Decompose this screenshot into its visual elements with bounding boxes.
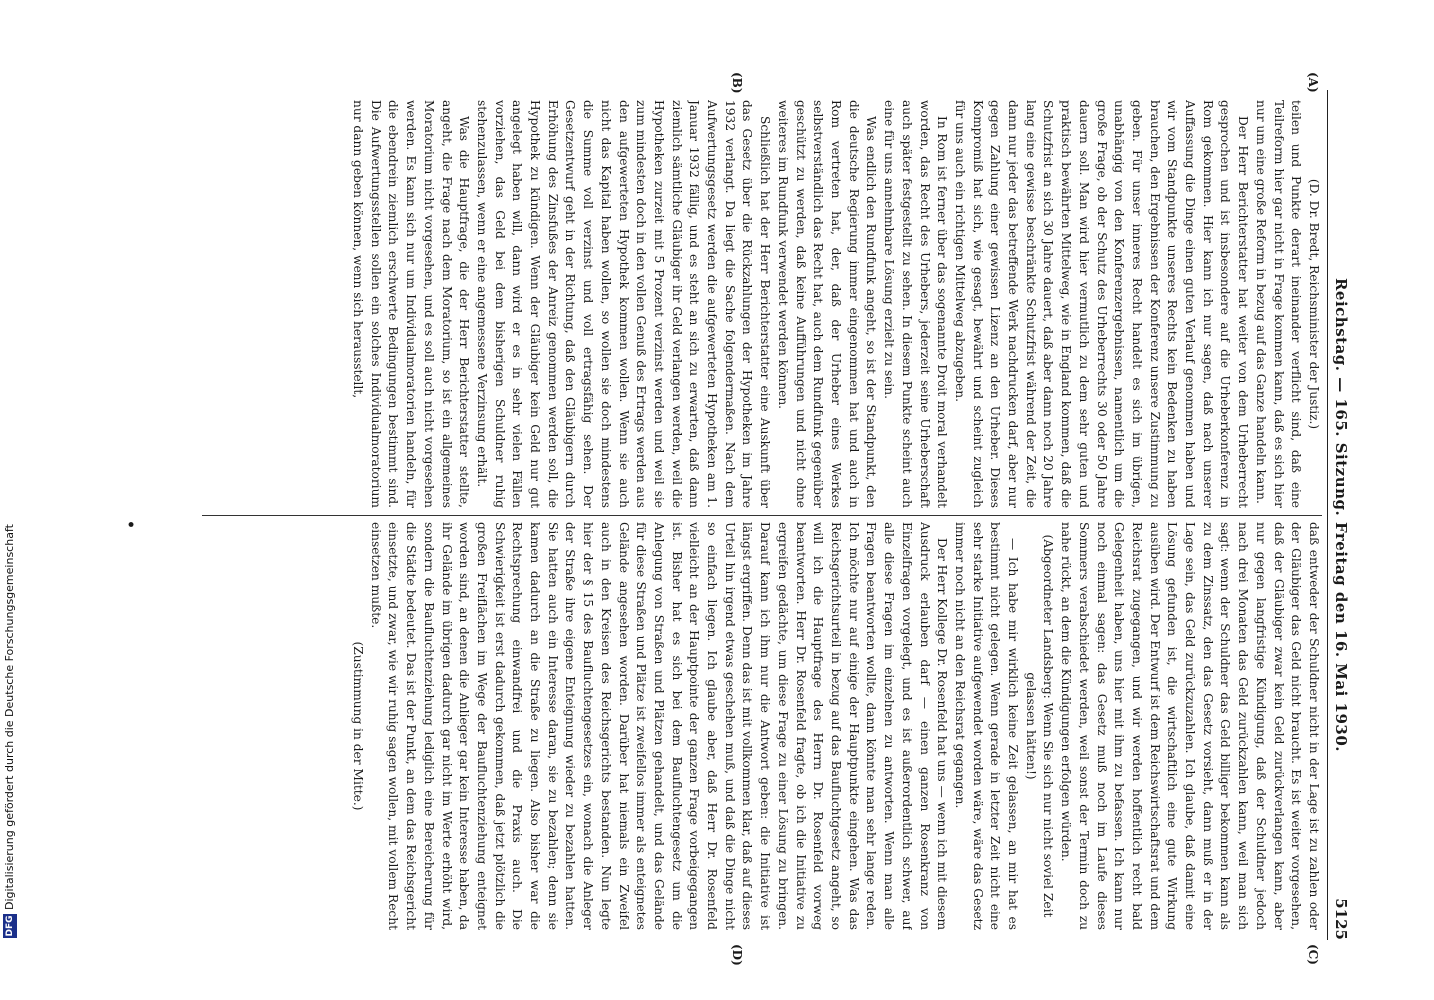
- digitization-credit: [0, 0, 20, 1000]
- paragraph: Der Herr Kollege Dr. Rosenfeld hat uns — wenn ich mit diesem Ausdruck erlauben darf — einen ganzen Rosenkranz von Einzelfragen vorgelegt, und es ist außerordentlich schwer, auf alle diese Fragen im einzelnen zu antworten. Wenn man alle Fragen beantworten wollte, dann könnte man sehr lange reden. Ich möchte nur auf einige der Hauptpunkte eingehen. Was das Reichsgerichtsurteil in bezug auf das Baufluchtgesetz angeht, so will ich die Hauptfrage des Herrn Dr. Rosenfeld vorweg beantworten. Herr Dr. Rosenfeld fragte, ob ich die Initiative zu ergreifen gedächte, um diese Frage zu einer Lösung zu bringen. Darauf kann ich ihm nur die Antwort geben: die Initiative ist längst ergriffen. Denn das ist mit vollkommen klar, daß auf dieses Urteil hin irgend etwas geschehen muß, und daß die Dinge nicht so einfach liegen. Ich glaube aber, daß Herr Dr. Rosenfeld vielleicht an der Hauptpointe der ganzen Frage vorbeigegangen ist. Bisher hat es sich bei dem Baufluchtengesetz um die Anlegung von Straßen und Plätzen gehandelt, und das Gelände für diese Straßen und Plätze ist zweifellos immer als enteignetes Gelände angesehen worden. Darüber hat niemals ein Zweifel auch in den Kreisen des Reichsgerichts bestanden. Nun legte hier der § 15 des Baufluchtengesetzes ein, wonach die Anleger der Straße ihre eigene Enteignung wieder zu bezahlen hatten. Sie hatten auch ein Interesse daran, sie zu bezahlen; denn sie kamen dadurch an die Straße zu liegen. Also bisher war die Rechtsprechung einwandfrei und die Praxis auch. Die Schwierigkeit ist erst dadurch gekommen, daß jetzt plötzlich die großen Freiflächen im Wege der Baufluchtenziehung enteignet worden sind, an denen die Anlieger gar kein Interesse haben, da ihr Gelände im übrigen dadurch gar nicht im Werte erhöht wird, sondern die Baufluchtenziehung lediglich eine Bereicherung für die Städte bedeutet. Das ist der Punkt, an dem das Reichsgericht einsetzte, und zwar, wie wir ruhig sagen wollen, mit vollem Recht einsetzen mußte.: [368, 522, 950, 930]
- paragraph: In Rom ist ferner über das sogenannte Droit moral verhandelt worden, das Recht des Urhebers, jederzeit seine Urheberschaft auch später festgestellt zu sehen. In diesem Punkte scheint auch eine für uns annehmbare Lösung erzielt zu sein.: [882, 100, 950, 508]
- paragraph: Schließlich hat der Herr Berichterstatter eine Auskunft über das Gesetz über die Rückzahlungen der Hypotheken im Jahre 1932 verlangt. Da liegt die Sache folgendermaßen. Nach dem Aufwertungsgesetz werden die aufgewerteten Hypotheken am 1. Januar 1932 fällig, und es steht an sich zu erwarten, daß dann ziemlich sämtliche Gläubiger ihr Geld verlangen werden, weil die Hypotheken zurzeit mit 5 Prozent verzinst werden und weil sie zum mindesten doch in den vollen Genuß des Ertrags werden aus den aufgewerteten Hypothek kommen wollen. Wenn sie auch nicht das Kapital haben wollen, so wollen sie doch mindestens die Summe voll verzinst und voll ertragsfähig sehen. Der Gesetzentwurf geht in der Richtung, daß den Gläubigern durch Erhöhung des Zinsfußes der Anreiz genommen werden soll, die Hypothek zu kündigen. Wenn der Gläubiger kein Geld nur gut angelegt haben will, dann wird er es in sehr vielen Fällen vorziehen, das Geld bei dem bisherigen Schuldner ruhig stehenzulassen, wenn er eine angemessene Verzinsung erhält.: [474, 100, 773, 508]
- credit-text: Digitalisierung gefördert durch die Deutsche Forschungsgemeinschaft: [3, 524, 16, 910]
- column-divider: [202, 515, 1322, 516]
- paragraph: teilen und Punkte derart ineinander verflicht sind, daß eine Teilreform hier gar nicht in Frage kommen kann, daß es sich hier nur um eine große Reform in bezug auf das Ganze handeln kann.: [1253, 100, 1304, 508]
- paragraph: Was die Hauptfrage, die der Herr Berichterstatter stellte, angeht, die Frage nach dem Moratorium, so ist ein allgemeines Moratorium nicht vorgesehen, und es soll auch nicht vorgesehen werden. Es kann sich nur um Individualmoratorien handeln, für die ebendrein ziemlich erschwerte Bedingungen bestimmt sind. Die Aufwertungsstellen sollen ein solches Individualmoratorium nur dann geben können, wenn sich herausstellt,: [351, 100, 472, 508]
- header-title: Reichstag. — 165. Sitzung. Freitag den 16. Mai 1930.: [1332, 277, 1350, 753]
- paragraph: daß entweder der Schuldner nicht in der Lage ist zu zahlen oder der Gläubiger das Geld nicht braucht. Es ist weiter vorgesehen, daß der Gläubiger zwar kein Geld zurückverlangen kann, aber nur gegen langfristige Kündigung, daß der Schuldner jedoch nach drei Monaten das Geld zurückzahlen kann, weil man sich sagt: wenn der Schuldner das Geld billiger bekommen kann als zu dem Zinssatz, den das Gesetz vorsieht, dann muß er in der Lage sein, das Geld zurückzuzahlen. Ich glaube, daß damit eine Lösung gefunden ist, die wirtschaftlich eine gute Wirkung ausüben wird. Der Entwurf ist dem Reichswirtschaftsrat und dem Reichsrat zugegangen, und wir werden hoffentlich recht bald Gelegenheit haben, uns hier mit ihm zu befassen. Ich kann nur noch einmal sagen: das Gesetz muß noch im Laufe dieses Sommers verabschiedet werden, weil sonst der Termin doch zu nahe rückt, an dem die Kündigungen erfolgen würden.: [1059, 522, 1321, 930]
- paragraph: — Ich habe mir wirklich keine Zeit gelassen, an mir hat es bestimmt nicht gelegen. Wenn gerade in letzter Zeit nicht eine sehr starke Initiative aufgewendet worden wäre, wäre das Gesetz immer noch nicht an den Reichsrat gegangen.: [952, 522, 1021, 930]
- margin-marker-c: (C): [1306, 944, 1320, 965]
- interjection: (Abgeordneter Landsberg: Wenn Sie sich nur nicht soviel Zeit gelassen hätten!): [1023, 534, 1056, 918]
- running-header: [1330, 90, 1352, 940]
- speaker-line: (D. Dr. Bredt, Reichsminister der Justiz.): [1307, 178, 1321, 430]
- left-column: [62, 100, 1322, 508]
- dfg-logo: DFG: [5, 915, 15, 937]
- interjection: (Zustimmung in der Mitte.): [351, 641, 366, 811]
- margin-marker-b: (B): [730, 72, 744, 94]
- margin-marker-d: (D): [730, 944, 744, 966]
- paragraph: Was endlich den Rundfunk angeht, so ist der Standpunkt, den die deutsche Regierung immer eingenommen hat und auch in Rom vertreten hat, der, daß der Urheber eines Werkes selbstverständlich das Recht hat, auch dem Rundfunk gegenüber geschützt zu werden, daß keine Aufführungen und nicht ohne weiteres im Rundfunk verwendet werden können.: [775, 100, 879, 508]
- margin-dot: •: [122, 520, 138, 529]
- right-column: [62, 522, 1322, 930]
- paragraph: Der Herr Berichterstatter hat weiter von dem Urheberrecht gesprochen und ist insbesondere auf die Urheberkonferenz in Rom gekommen. Hier kann ich nur sagen, daß nach unserer Auffassung die Dinge einen guten Verlauf genommen haben und wir vom Standpunkte unseres Rechts kein Bedenken zu haben brauchen, den Ergebnissen der Konferenz unsere Zustimmung zu geben. Für unser inneres Recht handelt es sich im übrigen, unabhängig von den Konferenzergebnissen, namentlich um die große Frage, ob der Schutz des Urheberrechts 30 oder 50 Jahre dauern soll. Man wird hier vermutlich zu dem sehr guten und praktisch bewährten Mittelweg, wie in England kommen, daß die Schutzfrist an sich 30 Jahre dauert, daß aber dann noch 20 Jahre lang eine gewisse beschränkte Schutzfrist während der Zeit, die dann nur jeder das betreffende Werk nachdrucken darf, aber nur gegen Zahlung einer gewissen Lizenz an den Urheber. Dieses Kompromiß hat sich, wie gesagt, bewährt und scheint zugleich für uns auch ein richtigen Mittelweg abzugeben.: [952, 100, 1251, 508]
- page-number: 5125: [1332, 898, 1350, 940]
- header-rule: [1327, 90, 1328, 940]
- margin-marker-a: (A): [1306, 72, 1320, 93]
